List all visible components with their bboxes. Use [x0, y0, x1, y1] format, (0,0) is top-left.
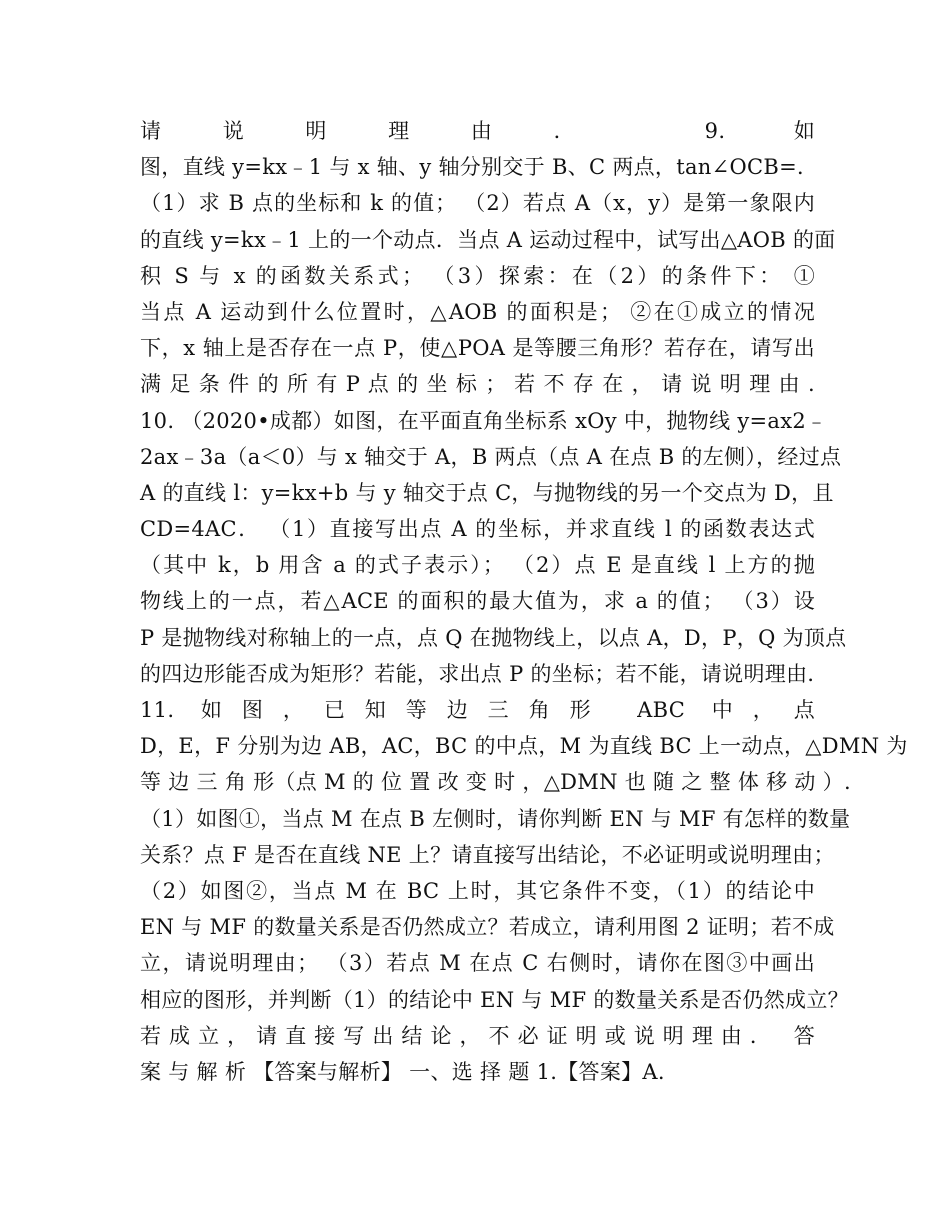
text-line: 请说明理由． 9. 如 — [140, 119, 815, 143]
text-line: 11. 如图，已知等边三角形 ABC 中，点 — [140, 698, 815, 722]
text-line: 若成立，请直接写出结论，不必证明或说明理由． 答 — [140, 1023, 815, 1048]
text-line: 的直线 y=kx﹣1 上的一个动点．当点 A 运动过程中，试写出△AOB 的面 — [140, 227, 836, 252]
body-text — [140, 113, 908, 1090]
text-line: EN 与 MF 的数量关系是否仍然成立？若成立，请利用图 2 证明；若不成 — [140, 915, 835, 940]
text-line: 相应的图形，并判断（1）的结论中 EN 与 MF 的数量关系是否仍然成立？ — [140, 987, 849, 1012]
text-line: （其中 k，b 用含 a 的式子表示）； （2）点 E 是直线 l 上方的抛 — [140, 553, 815, 578]
text-line: （1）求 B 点的坐标和 k 的值； （2）若点 A（x，y）是第一象限内 — [140, 191, 815, 216]
text-line: 10. （2020•成都）如图，在平面直角坐标系 xOy 中，抛物线 y=ax2﹣ — [140, 408, 828, 433]
text-line: 当点 A 运动到什么位置时，△AOB 的面积是； ②在①成立的情况 — [140, 299, 815, 324]
text-line: 图，直线 y=kx﹣1 与 x 轴、y 轴分别交于 B、C 两点，tan∠OCB=． — [140, 155, 819, 180]
text-line: （2）如图②，当点 M 在 BC 上时，其它条件不变，（1）的结论中 — [140, 878, 815, 903]
text-line: D，E，F 分别为边 AB，AC，BC 的中点，M 为直线 BC 上一动点，△DMN 为 — [140, 734, 908, 759]
text-line: 物线上的一点，若△ACE 的面积的最大值为，求 a 的值； （3）设 — [140, 589, 815, 614]
text-line: CD=4AC． （1）直接写出点 A 的坐标，并求直线 l 的函数表达式 — [140, 517, 815, 542]
text-line: 案 与 解 析 【答案与解析】 一、选 择 题 1.【答案】A. — [140, 1059, 665, 1084]
text-line: 2ax﹣3a（a＜0）与 x 轴交于 A，B 两点（点 A 在点 B 的左侧），经过点 — [140, 444, 842, 469]
text-line: 下，x 轴上是否存在一点 P，使△POA 是等腰三角形？若存在，请写出 — [140, 336, 815, 361]
text-line: 满 足 条 件 的 所 有 P 点 的 坐 标 ； 若 不 存 在 ， 请 说 明 理 由 . — [140, 372, 815, 397]
text-line: （1）如图①，当点 M 在点 B 左侧时，请你判断 EN 与 MF 有怎样的数量 — [140, 806, 851, 831]
text-line: 立，请说明理由； （3）若点 M 在点 C 右侧时，请你在图③中画出 — [140, 951, 815, 976]
text-line: 的四边形能否成为矩形？若能，求出点 P 的坐标；若不能，请说明理由． — [140, 661, 829, 686]
text-line: 关系？点 F 是否在直线 NE 上？请直接写出结论，不必证明或说明理由； — [140, 842, 835, 867]
text-line: A 的直线 l：y=kx+b 与 y 轴交于点 C，与抛物线的另一个交点为 D，且 — [140, 480, 834, 505]
text-line: 积 S 与 x 的函数关系式； （3）探索：在（2）的条件下： ① — [140, 263, 815, 288]
text-line: 等 边 三 角 形（点 M 的 位 置 改 变 时 ，△DMN 也 随 之 整 体 移 动 ）. — [140, 770, 851, 795]
text-line: P 是抛物线对称轴上的一点，点 Q 在抛物线上，以点 A，D，P，Q 为顶点 — [140, 625, 847, 650]
